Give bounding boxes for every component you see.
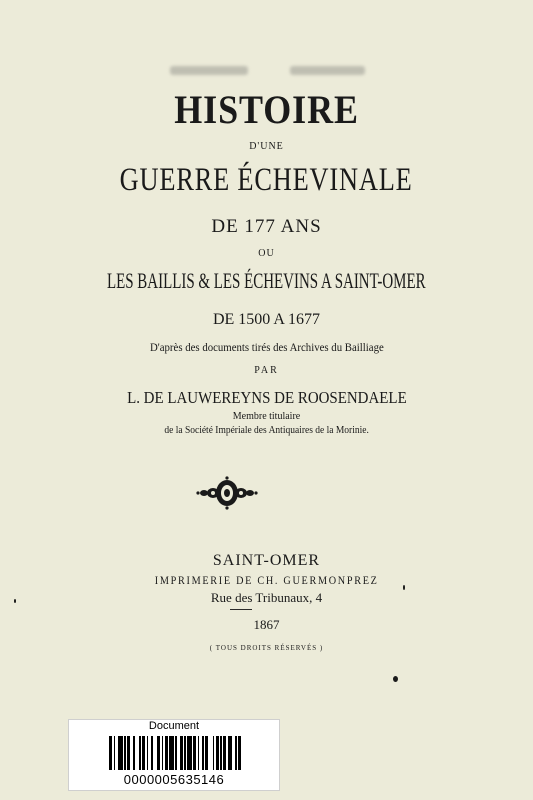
by-label: PAR xyxy=(254,365,279,376)
author-role: Membre titulaire xyxy=(232,411,301,422)
imprint-printer: IMPRIMERIE DE CH. GUERMONPREZ xyxy=(154,573,379,587)
rights-notice: ( TOUS DROITS RÉSERVÉS ) xyxy=(209,644,324,652)
subtitle-dates: DE 1500 A 1677 xyxy=(212,311,321,328)
ink-smudge xyxy=(170,66,248,75)
subtitle-guerre: GUERRE ÉCHEVINALE xyxy=(120,162,413,198)
imprint-year: 1867 xyxy=(253,617,280,632)
imprint-street: Rue des Tribunaux, 4 xyxy=(210,590,323,605)
imprint-rule xyxy=(230,609,252,610)
ink-smudge xyxy=(290,66,365,75)
label-number: 0000005635146 xyxy=(123,772,225,787)
document-label xyxy=(68,719,280,791)
ink-speck xyxy=(403,585,405,590)
author-society: de la Société Impériale des Antiquaires de la Morinie. xyxy=(164,425,369,436)
ink-speck xyxy=(14,599,16,603)
source-note: D'après des documents tirés des Archives du Bailliage xyxy=(149,340,384,354)
subtitle-baillis: LES BAILLIS & LES ÉCHEVINS A SAINT-OMER xyxy=(107,268,426,293)
imprint-city: SAINT-OMER xyxy=(212,552,321,569)
label-title: Document xyxy=(148,720,200,732)
barcode-icon xyxy=(109,736,241,770)
subtitle-duration: DE 177 ANS xyxy=(211,216,322,237)
book-title: HISTOIRE xyxy=(174,87,359,132)
title-connector-ou: OU xyxy=(258,248,275,259)
title-connector: D'UNE xyxy=(249,141,284,152)
ink-speck xyxy=(393,676,398,682)
ornament-icon xyxy=(196,476,258,510)
author-name: L. DE LAUWEREYNS DE ROOSENDAELE xyxy=(126,388,407,407)
